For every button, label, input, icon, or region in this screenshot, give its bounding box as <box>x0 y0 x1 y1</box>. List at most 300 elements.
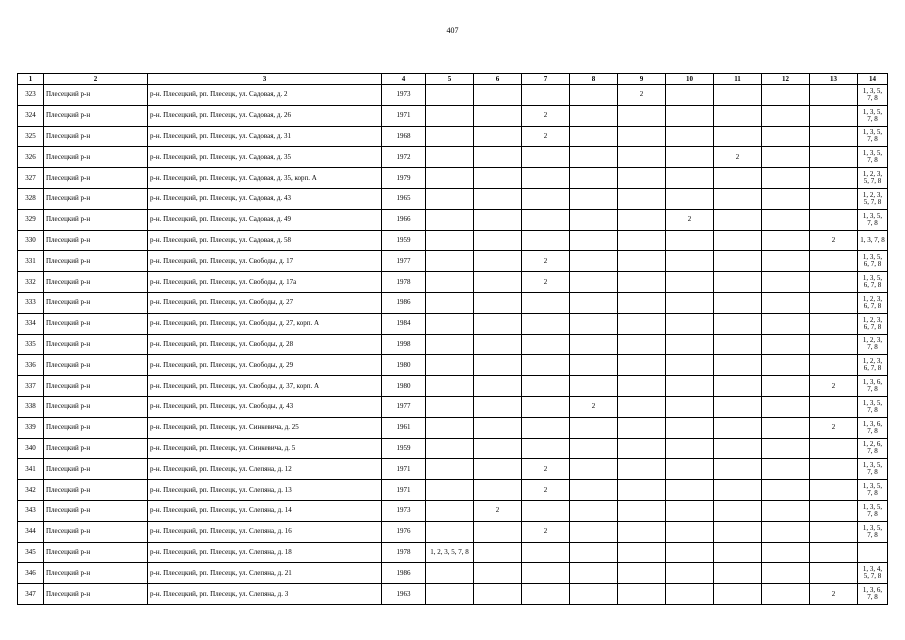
table-cell <box>570 230 618 251</box>
table-row <box>18 251 888 272</box>
column-header: 3 <box>148 74 382 85</box>
column-header: 7 <box>522 74 570 85</box>
table-cell: 332 <box>18 272 44 293</box>
table-cell <box>570 168 618 189</box>
table-cell: р-н. Плесецкий, рп. Плесецк, ул. Свободы, д. 43 <box>148 396 382 417</box>
table-cell <box>714 230 762 251</box>
table-cell <box>426 292 474 313</box>
table-cell <box>522 500 570 521</box>
table-cell <box>762 376 810 397</box>
table-row <box>18 272 888 293</box>
table-cell <box>570 542 618 563</box>
table-cell <box>570 480 618 501</box>
table-cell <box>618 168 666 189</box>
table-cell: Плесецкий р-н <box>44 251 148 272</box>
table-cell <box>810 168 858 189</box>
table-cell: Плесецкий р-н <box>44 334 148 355</box>
table-cell <box>666 105 714 126</box>
table-cell <box>474 542 522 563</box>
table-cell: 1980 <box>382 376 426 397</box>
table-cell <box>762 542 810 563</box>
table-cell: р-н. Плесецкий, рп. Плесецк, ул. Садовая, д. 43 <box>148 188 382 209</box>
table-cell: 1965 <box>382 188 426 209</box>
table-cell: 1986 <box>382 563 426 584</box>
table-cell <box>666 521 714 542</box>
table-cell <box>762 85 810 106</box>
table-cell <box>618 376 666 397</box>
table-cell <box>666 168 714 189</box>
table-cell <box>618 396 666 417</box>
table-cell: 1973 <box>382 85 426 106</box>
table-cell: Плесецкий р-н <box>44 272 148 293</box>
table-cell <box>762 500 810 521</box>
table-cell: 2 <box>618 85 666 106</box>
table-cell: 334 <box>18 313 44 334</box>
table-cell: 345 <box>18 542 44 563</box>
table-cell <box>714 272 762 293</box>
table-cell: 1, 3, 7, 8 <box>858 230 888 251</box>
table-cell <box>666 500 714 521</box>
table-cell <box>522 188 570 209</box>
table-row <box>18 500 888 521</box>
table-cell: Плесецкий р-н <box>44 355 148 376</box>
table-cell <box>474 85 522 106</box>
table-cell <box>810 459 858 480</box>
table-row <box>18 480 888 501</box>
table-cell <box>666 126 714 147</box>
table-cell: 341 <box>18 459 44 480</box>
table-cell: р-н. Плесецкий, рп. Плесецк, ул. Садовая, д. 58 <box>148 230 382 251</box>
table-cell <box>474 292 522 313</box>
table-cell <box>666 417 714 438</box>
table-cell <box>474 168 522 189</box>
table-cell <box>714 542 762 563</box>
table-cell: Плесецкий р-н <box>44 230 148 251</box>
table-cell <box>618 417 666 438</box>
table-cell <box>810 563 858 584</box>
table-cell: Плесецкий р-н <box>44 292 148 313</box>
table-cell <box>810 521 858 542</box>
table-cell <box>426 334 474 355</box>
table-cell <box>618 251 666 272</box>
table-cell <box>762 168 810 189</box>
table-cell: р-н. Плесецкий, рп. Плесецк, ул. Свободы, д. 29 <box>148 355 382 376</box>
table-cell: 1978 <box>382 542 426 563</box>
table-cell: 324 <box>18 105 44 126</box>
table-cell: 1, 3, 5, 7, 8 <box>858 147 888 168</box>
table-cell: 2 <box>810 376 858 397</box>
table-cell <box>810 542 858 563</box>
table-row <box>18 459 888 480</box>
table-cell <box>666 313 714 334</box>
table-cell: 1959 <box>382 438 426 459</box>
table-row <box>18 188 888 209</box>
table-cell: 1984 <box>382 313 426 334</box>
table-cell: 1, 3, 5, 7, 8 <box>858 209 888 230</box>
column-header: 14 <box>858 74 888 85</box>
table-cell <box>618 272 666 293</box>
table-cell: Плесецкий р-н <box>44 85 148 106</box>
column-header: 2 <box>44 74 148 85</box>
table-cell: 1, 2, 3, 7, 8 <box>858 334 888 355</box>
table-cell <box>570 459 618 480</box>
table-cell <box>666 251 714 272</box>
table-cell <box>426 313 474 334</box>
table-cell <box>714 355 762 376</box>
table-cell: 347 <box>18 584 44 605</box>
table-cell <box>522 542 570 563</box>
table-cell <box>618 438 666 459</box>
table-cell: р-н. Плесецкий, рп. Плесецк, ул. Слепяна, д. 21 <box>148 563 382 584</box>
header-row <box>18 74 888 85</box>
table-cell: 1, 2, 3, 6, 7, 8 <box>858 292 888 313</box>
table-cell: 2 <box>810 417 858 438</box>
table-cell <box>714 584 762 605</box>
table-cell <box>426 355 474 376</box>
table-cell: Плесецкий р-н <box>44 500 148 521</box>
table-cell <box>570 355 618 376</box>
table-cell <box>522 396 570 417</box>
table-cell: 1973 <box>382 500 426 521</box>
table-row <box>18 168 888 189</box>
table-cell <box>426 396 474 417</box>
table-cell <box>426 480 474 501</box>
table-cell: 1, 3, 4, 5, 7, 8 <box>858 563 888 584</box>
table-cell <box>474 334 522 355</box>
table-cell <box>570 334 618 355</box>
table-cell <box>666 230 714 251</box>
table-cell <box>426 521 474 542</box>
table-cell <box>810 85 858 106</box>
table-cell: 1, 2, 3, 5, 7, 8 <box>426 542 474 563</box>
table-cell <box>522 355 570 376</box>
table-cell: р-н. Плесецкий, рп. Плесецк, ул. Садовая, д. 35 <box>148 147 382 168</box>
table-cell: р-н. Плесецкий, рп. Плесецк, ул. Садовая, д. 49 <box>148 209 382 230</box>
table-cell <box>810 147 858 168</box>
table-cell <box>426 563 474 584</box>
table-cell: 2 <box>474 500 522 521</box>
table-cell: 331 <box>18 251 44 272</box>
table-cell: 1, 3, 5, 7, 8 <box>858 480 888 501</box>
table-cell: р-н. Плесецкий, рп. Плесецк, ул. Садовая, д. 2 <box>148 85 382 106</box>
table-cell <box>618 542 666 563</box>
table-cell <box>618 334 666 355</box>
column-header: 6 <box>474 74 522 85</box>
table-cell: 325 <box>18 126 44 147</box>
table-row <box>18 438 888 459</box>
table-cell <box>618 292 666 313</box>
table-cell <box>474 230 522 251</box>
table-cell <box>570 292 618 313</box>
table-cell <box>570 521 618 542</box>
table-cell <box>474 417 522 438</box>
table-cell <box>666 459 714 480</box>
table-row <box>18 313 888 334</box>
table-cell: 326 <box>18 147 44 168</box>
table-cell <box>666 272 714 293</box>
table-cell: 1966 <box>382 209 426 230</box>
table-cell: Плесецкий р-н <box>44 147 148 168</box>
table-cell <box>618 584 666 605</box>
table-cell: 343 <box>18 500 44 521</box>
column-header: 4 <box>382 74 426 85</box>
table-cell <box>570 85 618 106</box>
table-cell <box>618 105 666 126</box>
table-row <box>18 85 888 106</box>
table-cell <box>810 438 858 459</box>
table-cell: р-н. Плесецкий, рп. Плесецк, ул. Садовая, д. 26 <box>148 105 382 126</box>
table-cell: 1971 <box>382 459 426 480</box>
table-cell: Плесецкий р-н <box>44 105 148 126</box>
table-row <box>18 334 888 355</box>
table-cell <box>714 292 762 313</box>
table-cell: 1, 3, 5, 7, 8 <box>858 459 888 480</box>
table-cell <box>810 209 858 230</box>
table-cell: 1, 3, 5, 7, 8 <box>858 105 888 126</box>
table-cell: Плесецкий р-н <box>44 209 148 230</box>
table-cell <box>426 251 474 272</box>
table-cell <box>762 480 810 501</box>
table-cell <box>474 147 522 168</box>
table-cell <box>474 376 522 397</box>
table-cell: 1, 3, 5, 6, 7, 8 <box>858 272 888 293</box>
table-cell: 1963 <box>382 584 426 605</box>
table-cell: Плесецкий р-н <box>44 126 148 147</box>
table-cell <box>570 126 618 147</box>
table-cell <box>714 188 762 209</box>
column-header: 13 <box>810 74 858 85</box>
table-cell <box>618 480 666 501</box>
table-cell <box>570 209 618 230</box>
table-cell <box>762 147 810 168</box>
table-cell <box>858 542 888 563</box>
table-cell <box>426 105 474 126</box>
table-cell <box>666 542 714 563</box>
table-cell: 1971 <box>382 480 426 501</box>
table-row <box>18 563 888 584</box>
table-cell <box>762 188 810 209</box>
table-cell: 1977 <box>382 396 426 417</box>
table-cell <box>474 251 522 272</box>
table-cell: Плесецкий р-н <box>44 584 148 605</box>
table-cell <box>618 209 666 230</box>
table-cell <box>522 334 570 355</box>
table-cell <box>714 563 762 584</box>
table-cell: 1979 <box>382 168 426 189</box>
table-cell <box>762 272 810 293</box>
table-cell <box>810 126 858 147</box>
column-header: 1 <box>18 74 44 85</box>
table-cell <box>570 376 618 397</box>
table-cell <box>810 480 858 501</box>
table-cell: р-н. Плесецкий, рп. Плесецк, ул. Синкевича, д. 5 <box>148 438 382 459</box>
table-cell: 1, 3, 6, 7, 8 <box>858 584 888 605</box>
table-cell: 1, 3, 5, 7, 8 <box>858 396 888 417</box>
table-cell: 2 <box>522 105 570 126</box>
table-cell: 1971 <box>382 105 426 126</box>
table-cell: р-н. Плесецкий, рп. Плесецк, ул. Слепяна, д. 13 <box>148 480 382 501</box>
table-cell <box>714 313 762 334</box>
table-cell <box>426 438 474 459</box>
table-cell: 1, 3, 5, 7, 8 <box>858 521 888 542</box>
table-cell: р-н. Плесецкий, рп. Плесецк, ул. Свободы, д. 17 <box>148 251 382 272</box>
table-row <box>18 230 888 251</box>
table-cell: р-н. Плесецкий, рп. Плесецк, ул. Слепяна, д. 14 <box>148 500 382 521</box>
table-cell: Плесецкий р-н <box>44 438 148 459</box>
table-cell: р-н. Плесецкий, рп. Плесецк, ул. Слепяна, д. 18 <box>148 542 382 563</box>
table-cell <box>762 417 810 438</box>
table-cell <box>570 251 618 272</box>
table-cell <box>522 230 570 251</box>
table-cell: 338 <box>18 396 44 417</box>
table-cell <box>474 480 522 501</box>
table-cell: 329 <box>18 209 44 230</box>
table-row <box>18 542 888 563</box>
table-cell <box>762 251 810 272</box>
table-cell <box>522 584 570 605</box>
table-cell <box>522 209 570 230</box>
column-header: 9 <box>618 74 666 85</box>
table-row <box>18 584 888 605</box>
table-cell <box>762 563 810 584</box>
table-cell <box>570 272 618 293</box>
table-row <box>18 147 888 168</box>
table-cell: 1, 2, 6, 7, 8 <box>858 438 888 459</box>
table-cell <box>474 272 522 293</box>
table-row <box>18 292 888 313</box>
table-cell <box>426 230 474 251</box>
table-cell: 342 <box>18 480 44 501</box>
table-cell <box>618 126 666 147</box>
table-cell <box>570 188 618 209</box>
table-cell: 1961 <box>382 417 426 438</box>
table-cell: р-н. Плесецкий, рп. Плесецк, ул. Синкевича, д. 25 <box>148 417 382 438</box>
table-cell <box>714 521 762 542</box>
table-cell <box>474 105 522 126</box>
table-cell: 1986 <box>382 292 426 313</box>
table-cell <box>570 584 618 605</box>
table-cell <box>666 85 714 106</box>
table-cell <box>762 292 810 313</box>
table-cell <box>714 500 762 521</box>
table-cell: 1, 2, 3, 5, 7, 8 <box>858 188 888 209</box>
table-cell <box>426 209 474 230</box>
table-row <box>18 396 888 417</box>
table-cell <box>762 521 810 542</box>
table-cell: 2 <box>522 126 570 147</box>
table-cell <box>714 459 762 480</box>
table-cell <box>522 147 570 168</box>
table-row <box>18 376 888 397</box>
table-cell: 1, 3, 6, 7, 8 <box>858 417 888 438</box>
table-cell <box>426 188 474 209</box>
table-cell: 1, 2, 3, 5, 7, 8 <box>858 168 888 189</box>
table-cell: р-н. Плесецкий, рп. Плесецк, ул. Слепяна, д. 3 <box>148 584 382 605</box>
table-cell <box>570 438 618 459</box>
table-cell <box>618 500 666 521</box>
table-cell: 337 <box>18 376 44 397</box>
table-cell <box>474 313 522 334</box>
table-cell <box>666 334 714 355</box>
table-cell: Плесецкий р-н <box>44 168 148 189</box>
table-cell: 344 <box>18 521 44 542</box>
table-cell <box>474 126 522 147</box>
table-cell: 2 <box>810 230 858 251</box>
table-cell <box>714 85 762 106</box>
table-cell <box>426 459 474 480</box>
table-cell <box>522 376 570 397</box>
table-row <box>18 126 888 147</box>
table-cell <box>810 292 858 313</box>
column-header: 10 <box>666 74 714 85</box>
table-cell: Плесецкий р-н <box>44 521 148 542</box>
table-cell <box>810 188 858 209</box>
table-cell: р-н. Плесецкий, рп. Плесецк, ул. Слепяна, д. 16 <box>148 521 382 542</box>
table-cell <box>762 105 810 126</box>
table-cell <box>426 147 474 168</box>
table-cell: 330 <box>18 230 44 251</box>
table-cell: 2 <box>522 459 570 480</box>
table-cell: 1977 <box>382 251 426 272</box>
table-cell <box>762 396 810 417</box>
table-cell <box>474 459 522 480</box>
table-cell <box>474 209 522 230</box>
table-cell: 327 <box>18 168 44 189</box>
table-cell <box>570 147 618 168</box>
table-cell: р-н. Плесецкий, рп. Плесецк, ул. Свободы, д. 27 <box>148 292 382 313</box>
table-cell: Плесецкий р-н <box>44 563 148 584</box>
table-cell: 1978 <box>382 272 426 293</box>
table-cell: Плесецкий р-н <box>44 542 148 563</box>
table-cell <box>666 584 714 605</box>
table-cell <box>762 313 810 334</box>
table-cell: 2 <box>522 521 570 542</box>
table-cell: Плесецкий р-н <box>44 376 148 397</box>
table-cell <box>426 500 474 521</box>
table-cell: р-н. Плесецкий, рп. Плесецк, ул. Садовая, д. 31 <box>148 126 382 147</box>
table-cell <box>810 355 858 376</box>
table-cell <box>474 355 522 376</box>
column-header: 8 <box>570 74 618 85</box>
table-row <box>18 355 888 376</box>
table-cell <box>618 188 666 209</box>
table-cell: Плесецкий р-н <box>44 188 148 209</box>
table-cell <box>426 376 474 397</box>
table-cell <box>426 584 474 605</box>
table-cell: 335 <box>18 334 44 355</box>
table-cell: 1980 <box>382 355 426 376</box>
table-cell <box>426 417 474 438</box>
table-cell <box>666 355 714 376</box>
table-cell <box>810 396 858 417</box>
table-cell: р-н. Плесецкий, рп. Плесецк, ул. Свободы, д. 27, корп. А <box>148 313 382 334</box>
table-cell: 333 <box>18 292 44 313</box>
table-cell: 2 <box>666 209 714 230</box>
table-cell <box>714 209 762 230</box>
table-cell: 1, 2, 3, 6, 7, 8 <box>858 355 888 376</box>
table-cell <box>666 292 714 313</box>
table-cell <box>474 563 522 584</box>
table-row <box>18 521 888 542</box>
table-cell: р-н. Плесецкий, рп. Плесецк, ул. Слепяна, д. 12 <box>148 459 382 480</box>
table-cell: 2 <box>522 251 570 272</box>
table-cell: 1, 3, 6, 7, 8 <box>858 376 888 397</box>
table-cell <box>810 313 858 334</box>
table-cell <box>618 563 666 584</box>
table-cell <box>618 147 666 168</box>
table-cell: Плесецкий р-н <box>44 480 148 501</box>
table-cell: 2 <box>810 584 858 605</box>
